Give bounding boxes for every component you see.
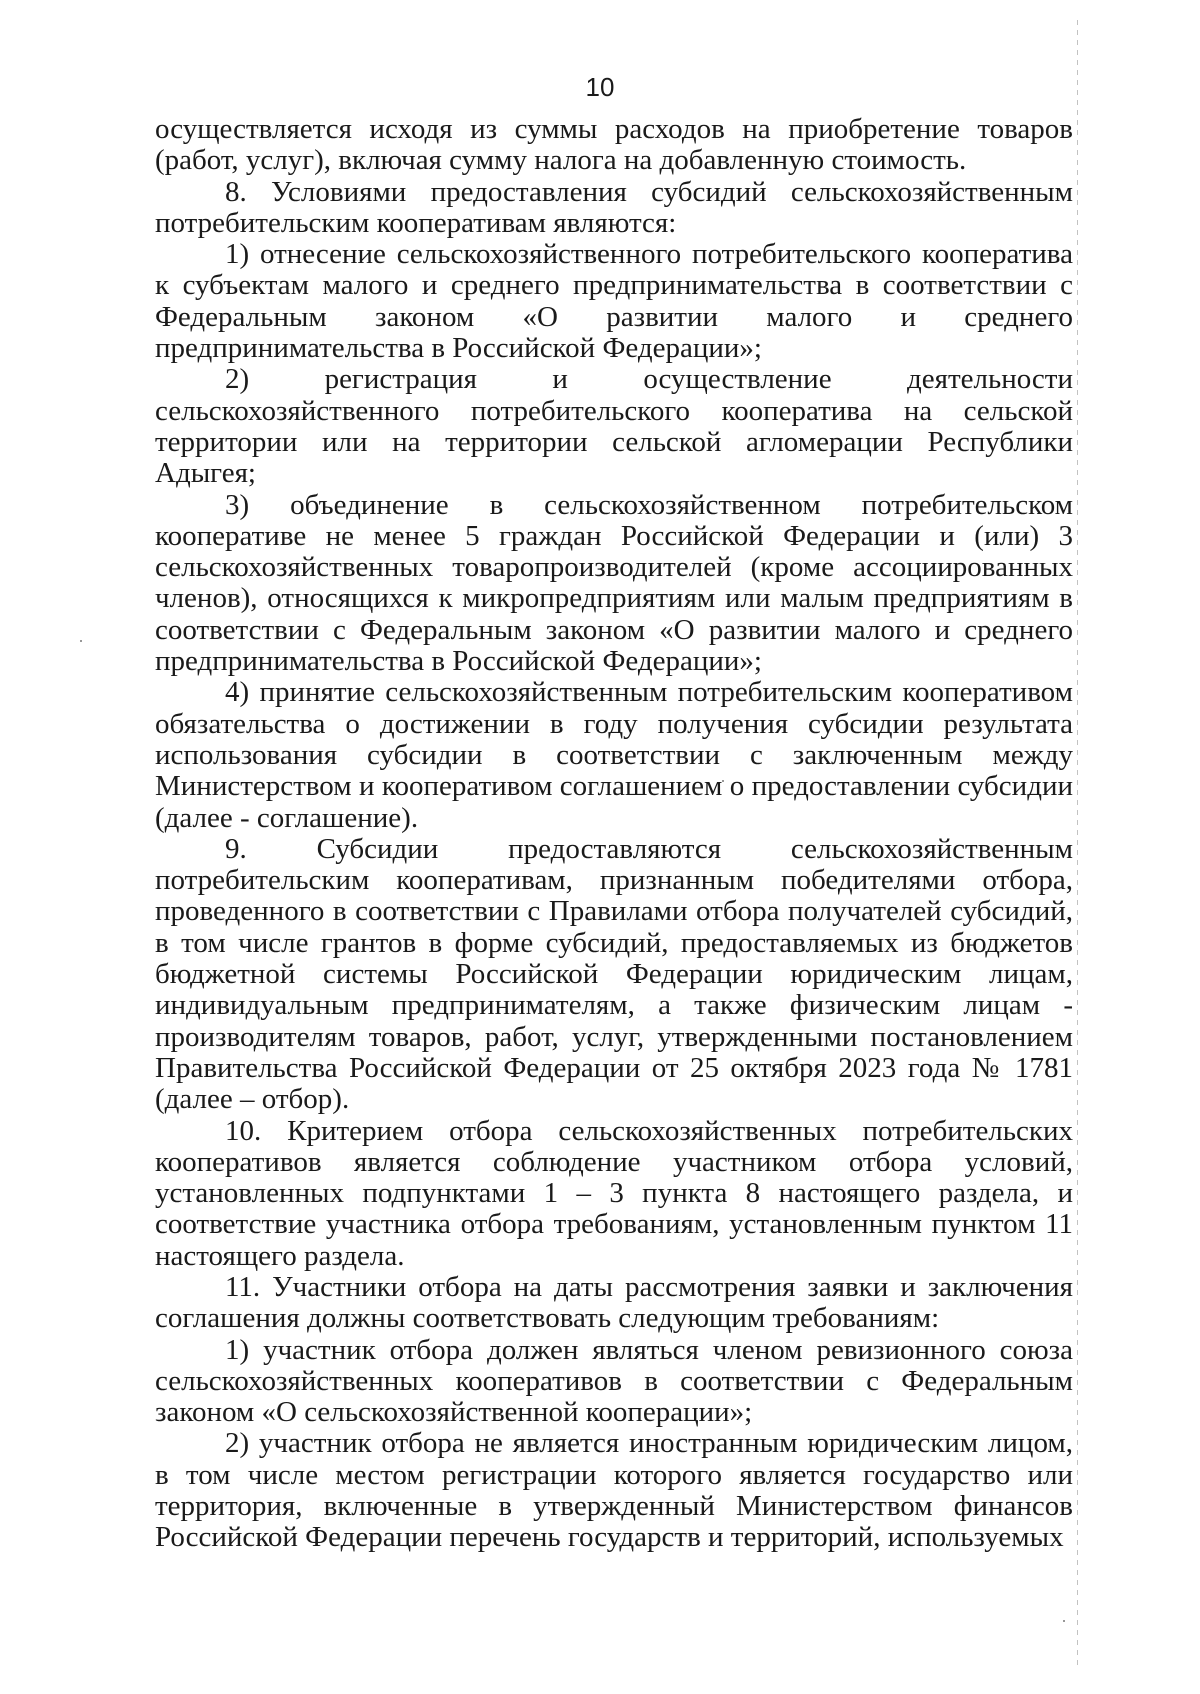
document-body xyxy=(155,114,1073,1554)
paragraph-8-item-3: 3) объединение в сельскохозяйственном потребительском кооперативе не менее 5 граждан Российской Федерации и (или) 3 сельскохозяйственных товаропроизводителей (кроме ассоциированных членов), относящихся к микропредприятиям или малым предприятиям в соответствии с Федеральным законом «О развитии малого и среднего предпринимательства в Российской Федерации»; xyxy=(155,488,1073,678)
paragraph-10: 10. Критерием отбора сельскохозяйственных потребительских кооперативов является соблюдение участником отбора условий, установленных подпунктами 1 – 3 пункта 8 настоящего раздела, и соответствие участника отбора требованиям, установленным пунктом 11 настоящего раздела. xyxy=(155,1114,1073,1272)
paragraph-8: 8. Условиями предоставления субсидий сельскохозяйственным потребительским кооперативам являются: xyxy=(155,175,1073,239)
scan-speck xyxy=(80,640,82,642)
paragraph-9: 9. Субсидии предоставляются сельскохозяйственным потребительским кооперативам, признанным победителями отбора, проведенного в соответствии с Правилами отбора получателей субсидий, в том числе грантов в форме субсидий, предоставляемых из бюджетов бюджетной системы Российской Федерации юридическим лицам, индивидуальным предпринимателям, а также физическим лицам - производителям товаров, работ, услуг, утвержденными постановлением Правительства Российской Федерации от 25 октября 2023 года № 1781 (далее – отбор). xyxy=(155,832,1073,1116)
paragraph-8-item-4: 4) принятие сельскохозяйственным потребительским кооперативом обязательства о достижении в году получения субсидии результата использования субсидии в соответствии с заключенным между Министерством и кооперативом соглашением о предоставлении субсидии (далее - соглашение). xyxy=(155,676,1073,834)
paragraph-continuation: осуществляется исходя из суммы расходов на приобретение товаров (работ, услуг), включая сумму налога на добавленную стоимость. xyxy=(155,113,1073,177)
paragraph-11: 11. Участники отбора на даты рассмотрения заявки и заключения соглашения должны соответствовать следующим требованиям: xyxy=(155,1270,1073,1335)
scan-edge-line xyxy=(1077,20,1078,1670)
paragraph-8-item-2: 2) регистрация и осуществление деятельности сельскохозяйственного потребительского кооператива на сельской территории или на территории сельской агломерации Республики Адыгея; xyxy=(155,363,1073,490)
paragraph-8-item-1: 1) отнесение сельскохозяйственного потребительского кооператива к субъектам малого и среднего предпринимательства в соответствии с Федеральным законом «О развитии малого и среднего предпринимательства в Российской Федерации»; xyxy=(155,238,1073,365)
paragraph-11-item-2: 2) участник отбора не является иностранным юридическим лицом, в том числе местом регистрации которого является государство или территория, включенные в утвержденный Министерством финансов Российской Федерации перечень государств и территорий, используемых xyxy=(155,1427,1073,1554)
scan-speck xyxy=(1063,1620,1065,1622)
paragraph-11-item-1: 1) участник отбора должен являться членом ревизионного союза сельскохозяйственных кооперативов в соответствии с Федеральным законом «О сельскохозяйственной кооперации»; xyxy=(155,1333,1073,1429)
page-number: 10 xyxy=(585,72,615,102)
